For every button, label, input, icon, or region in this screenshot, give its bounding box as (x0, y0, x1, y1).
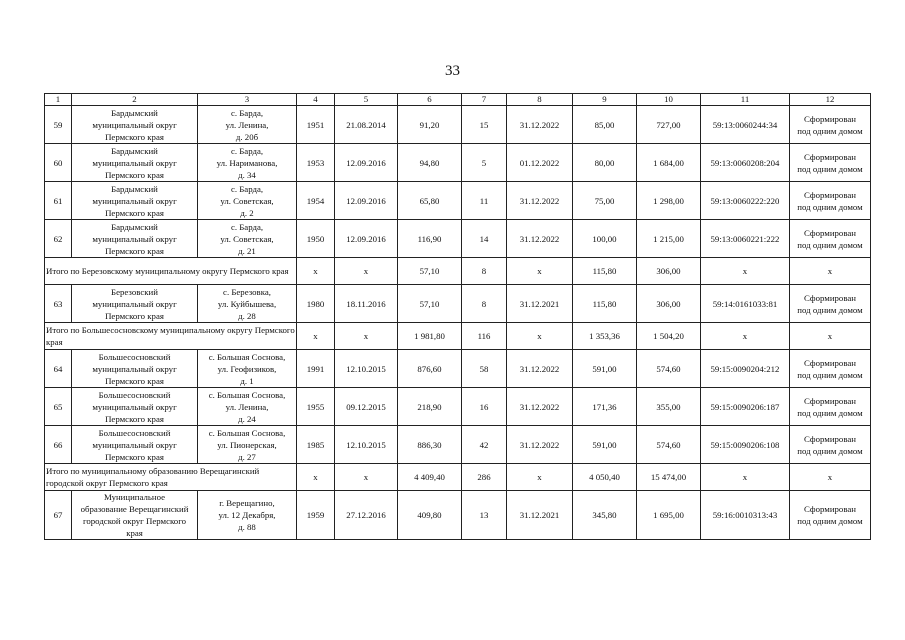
address-cell-line: ул. Нариманова, (216, 157, 278, 168)
subtotal-cell: х (701, 464, 790, 491)
address-cell-line: с. Большая Соснова, (208, 389, 286, 400)
address-cell-line: ул. Советская, (220, 233, 274, 244)
subtotal-cell: 1 504,20 (637, 323, 701, 350)
address-cell-line: ул. Ленина, (225, 401, 269, 412)
municipality-cell (72, 426, 198, 464)
municipality-cell (72, 285, 198, 323)
subtotal-cell: 1 981,80 (398, 323, 462, 350)
date-cell: 09.12.2015 (335, 388, 398, 426)
municipality-cell (72, 220, 198, 258)
municipality-cell-line: Пермского края (105, 310, 164, 321)
cadastral-number-cell: 59:13:0060208:204 (701, 144, 790, 182)
value-cell: 876,60 (398, 350, 462, 388)
subtotal-cell: х (335, 323, 398, 350)
table-row (45, 182, 871, 220)
address-cell-line: с. Барда, (230, 221, 264, 232)
col-header: 7 (462, 94, 507, 106)
value-cell: 218,90 (398, 388, 462, 426)
address-cell-line: д. 24 (238, 413, 256, 424)
table-row (45, 106, 871, 144)
value-cell: 886,30 (398, 426, 462, 464)
value-cell: 116,90 (398, 220, 462, 258)
subtotal-row (45, 258, 871, 285)
count-cell: 13 (462, 491, 507, 540)
address-cell-line: с. Барда, (230, 107, 264, 118)
cadastral-number-cell: 59:15:0090204:212 (701, 350, 790, 388)
municipality-cell-line: образование Верещагинский (80, 504, 189, 514)
year-cell: 1953 (297, 144, 335, 182)
subtotal-cell: 115,80 (573, 258, 637, 285)
value-cell: 94,80 (398, 144, 462, 182)
subtotal-cell: х (507, 464, 573, 491)
deadline-cell: 01.12.2022 (507, 144, 573, 182)
status-cell-line: под одним домом (797, 369, 863, 380)
address-cell-line: г. Верещагино, (219, 498, 275, 508)
municipality-cell-line: Большесосновский (98, 351, 171, 362)
municipality-cell-line: муниципальный округ (92, 298, 177, 309)
municipality-cell-line: Большесосновский (98, 389, 171, 400)
status-cell (790, 220, 871, 258)
subtotal-row (45, 323, 871, 350)
registry-table (44, 93, 871, 540)
col-header: 4 (297, 94, 335, 106)
status-cell-line: под одним домом (797, 163, 863, 174)
col-header: 10 (637, 94, 701, 106)
municipality-cell-line: городской округ Пермского (82, 516, 186, 526)
municipality-cell-line: Бардымский (111, 221, 158, 232)
status-cell (790, 182, 871, 220)
address-cell-line: д. 88 (238, 522, 256, 532)
subtotal-cell: 116 (462, 323, 507, 350)
address-cell-line: д. 1 (240, 375, 254, 386)
cadastral-number-cell: 59:13:0060221:222 (701, 220, 790, 258)
status-cell (790, 144, 871, 182)
subtotal-cell: 306,00 (637, 258, 701, 285)
subtotal-cell: х (297, 323, 335, 350)
municipality-cell-line: Пермского края (105, 131, 164, 142)
address-cell (198, 144, 297, 182)
deadline-cell: 31.12.2022 (507, 220, 573, 258)
municipality-cell-line: Пермского края (105, 169, 164, 180)
value-cell: 85,00 (573, 106, 637, 144)
value-cell: 591,00 (573, 426, 637, 464)
address-cell-line: ул. Геофизиков, (217, 363, 277, 374)
date-cell: 12.09.2016 (335, 220, 398, 258)
deadline-cell: 31.12.2022 (507, 426, 573, 464)
value-cell: 574,60 (637, 350, 701, 388)
date-cell: 12.10.2015 (335, 350, 398, 388)
address-cell (198, 220, 297, 258)
subtotal-cell: 8 (462, 258, 507, 285)
municipality-cell-line: муниципальный округ (92, 233, 177, 244)
status-cell-line: Сформирован (804, 151, 856, 162)
count-cell: 14 (462, 220, 507, 258)
status-cell-line: Сформирован (804, 189, 856, 200)
subtotal-cell: 1 353,36 (573, 323, 637, 350)
cadastral-number-cell: 59:13:0060244:34 (701, 106, 790, 144)
subtotal-cell: х (790, 323, 871, 350)
value-cell: 574,60 (637, 426, 701, 464)
row-number: 64 (45, 350, 72, 388)
deadline-cell: 31.12.2021 (507, 285, 573, 323)
year-cell: 1980 (297, 285, 335, 323)
subtotal-cell: х (335, 258, 398, 285)
municipality-cell-line: Бардымский (111, 145, 158, 156)
value-cell: 1 695,00 (637, 491, 701, 540)
address-cell-line: ул. Куйбышева, (217, 298, 277, 309)
row-number: 61 (45, 182, 72, 220)
date-cell: 21.08.2014 (335, 106, 398, 144)
value-cell: 171,36 (573, 388, 637, 426)
subtotal-cell: х (297, 258, 335, 285)
status-cell-line: Сформирован (804, 357, 856, 368)
year-cell: 1954 (297, 182, 335, 220)
status-cell-line: Сформирован (804, 113, 856, 124)
subtotal-cell: 286 (462, 464, 507, 491)
table-body (45, 94, 871, 540)
municipality-cell (72, 182, 198, 220)
value-cell: 409,80 (398, 491, 462, 540)
date-cell: 12.09.2016 (335, 144, 398, 182)
cadastral-number-cell: 59:13:0060222:220 (701, 182, 790, 220)
address-cell-line: д. 34 (238, 169, 256, 180)
address-cell (198, 182, 297, 220)
count-cell: 58 (462, 350, 507, 388)
cadastral-number-cell: 59:16:0010313:43 (701, 491, 790, 540)
municipality-cell-line: Бардымский (111, 107, 158, 118)
status-cell-line: под одним домом (797, 445, 863, 456)
col-header: 3 (198, 94, 297, 106)
deadline-cell: 31.12.2021 (507, 491, 573, 540)
year-cell: 1991 (297, 350, 335, 388)
year-cell: 1950 (297, 220, 335, 258)
address-cell-line: с. Барда, (230, 183, 264, 194)
status-cell (790, 106, 871, 144)
row-number: 67 (45, 491, 72, 540)
deadline-cell: 31.12.2022 (507, 350, 573, 388)
value-cell: 75,00 (573, 182, 637, 220)
address-cell-line: с. Большая Соснова, (208, 427, 286, 438)
status-cell-line: под одним домом (797, 239, 863, 250)
address-cell-line: д. 2 (240, 207, 254, 218)
subtotal-cell: х (335, 464, 398, 491)
date-cell: 18.11.2016 (335, 285, 398, 323)
address-cell (198, 491, 297, 540)
value-cell: 345,80 (573, 491, 637, 540)
value-cell: 591,00 (573, 350, 637, 388)
status-cell (790, 388, 871, 426)
value-cell: 306,00 (637, 285, 701, 323)
count-cell: 11 (462, 182, 507, 220)
deadline-cell: 31.12.2022 (507, 106, 573, 144)
value-cell: 727,00 (637, 106, 701, 144)
municipality-cell-line: муниципальный округ (92, 157, 177, 168)
municipality-cell (72, 144, 198, 182)
col-header: 2 (72, 94, 198, 106)
status-cell-line: под одним домом (797, 125, 863, 136)
value-cell: 1 684,00 (637, 144, 701, 182)
address-cell-line: ул. Пионерская, (217, 439, 277, 450)
status-cell-line: под одним домом (797, 407, 863, 418)
address-cell (198, 426, 297, 464)
status-cell (790, 350, 871, 388)
subtotal-label: Итого по Березовскому муниципальному округу Пермского края (45, 258, 297, 285)
value-cell: 115,80 (573, 285, 637, 323)
subtotal-cell: 4 050,40 (573, 464, 637, 491)
municipality-cell (72, 350, 198, 388)
status-cell-line: Сформирован (804, 504, 856, 514)
deadline-cell: 31.12.2022 (507, 182, 573, 220)
cadastral-number-cell: 59:15:0090206:187 (701, 388, 790, 426)
col-header: 9 (573, 94, 637, 106)
municipality-cell (72, 388, 198, 426)
count-cell: 16 (462, 388, 507, 426)
col-header: 6 (398, 94, 462, 106)
count-cell: 15 (462, 106, 507, 144)
municipality-cell-line: Пермского края (105, 207, 164, 218)
row-number: 66 (45, 426, 72, 464)
date-cell: 12.10.2015 (335, 426, 398, 464)
address-cell-line: ул. Советская, (220, 195, 274, 206)
subtotal-cell: х (790, 464, 871, 491)
subtotal-cell: х (701, 258, 790, 285)
value-cell: 100,00 (573, 220, 637, 258)
year-cell: 1951 (297, 106, 335, 144)
address-cell-line: с. Большая Соснова, (208, 351, 286, 362)
count-cell: 5 (462, 144, 507, 182)
municipality-cell-line: муниципальный округ (92, 401, 177, 412)
subtotal-cell: х (701, 323, 790, 350)
table-row (45, 285, 871, 323)
address-cell (198, 106, 297, 144)
status-cell (790, 285, 871, 323)
municipality-cell-line: Пермского края (105, 451, 164, 462)
count-cell: 8 (462, 285, 507, 323)
status-cell-line: Сформирован (804, 292, 856, 303)
col-header: 5 (335, 94, 398, 106)
address-cell-line: с. Барда, (230, 145, 264, 156)
table-row (45, 388, 871, 426)
address-cell (198, 388, 297, 426)
address-cell-line: д. 28 (238, 310, 256, 321)
municipality-cell-line: муниципальный округ (92, 439, 177, 450)
table-row (45, 491, 871, 540)
header-row (45, 94, 871, 106)
address-cell-line: ул. Ленина, (225, 119, 269, 130)
status-cell-line: Сформирован (804, 433, 856, 444)
status-cell-line: Сформирован (804, 395, 856, 406)
col-header: 8 (507, 94, 573, 106)
municipality-cell (72, 491, 198, 540)
address-cell-line: д. 21 (238, 245, 256, 256)
deadline-cell: 31.12.2022 (507, 388, 573, 426)
subtotal-cell: 4 409,40 (398, 464, 462, 491)
municipality-cell-line: Бардымский (111, 183, 158, 194)
address-cell (198, 285, 297, 323)
municipality-cell-line: Пермского края (105, 413, 164, 424)
value-cell: 355,00 (637, 388, 701, 426)
value-cell: 80,00 (573, 144, 637, 182)
row-number: 60 (45, 144, 72, 182)
municipality-cell (72, 106, 198, 144)
subtotal-cell: 57,10 (398, 258, 462, 285)
cadastral-number-cell: 59:15:0090206:108 (701, 426, 790, 464)
municipality-cell-line: Пермского края (105, 245, 164, 256)
row-number: 59 (45, 106, 72, 144)
value-cell: 57,10 (398, 285, 462, 323)
year-cell: 1959 (297, 491, 335, 540)
municipality-cell-line: муниципальный округ (92, 119, 177, 130)
value-cell: 91,20 (398, 106, 462, 144)
address-cell (198, 350, 297, 388)
status-cell-line: под одним домом (797, 516, 863, 526)
address-cell-line: д. 27 (238, 451, 256, 462)
subtotal-cell: х (507, 323, 573, 350)
year-cell: 1985 (297, 426, 335, 464)
status-cell-line: Сформирован (804, 227, 856, 238)
table-row (45, 144, 871, 182)
table-row (45, 220, 871, 258)
status-cell-line: под одним домом (797, 304, 863, 315)
address-cell-line: д. 20б (235, 131, 259, 142)
table-row (45, 350, 871, 388)
municipality-cell-line: муниципальный округ (92, 363, 177, 374)
page-number: 33 (445, 63, 460, 79)
subtotal-cell: х (790, 258, 871, 285)
municipality-cell-line: Березовский (111, 286, 158, 297)
col-header: 11 (701, 94, 790, 106)
cadastral-number-cell: 59:14:0161033:81 (701, 285, 790, 323)
subtotal-label: Итого по муниципальному образованию Верещагинский городской округ Пермского края (45, 464, 297, 491)
municipality-cell-line: Большесосновский (98, 427, 171, 438)
row-number: 65 (45, 388, 72, 426)
subtotal-label: Итого по Большесосновскому муниципальному округу Пермского края (45, 323, 297, 350)
subtotal-row (45, 464, 871, 491)
address-cell-line: с. Березовка, (223, 286, 271, 297)
subtotal-cell: х (297, 464, 335, 491)
col-header: 12 (790, 94, 871, 106)
value-cell: 1 215,00 (637, 220, 701, 258)
municipality-cell-line: Муниципальное (103, 492, 166, 502)
status-cell (790, 491, 871, 540)
subtotal-cell: х (507, 258, 573, 285)
subtotal-cell: 15 474,00 (637, 464, 701, 491)
date-cell: 27.12.2016 (335, 491, 398, 540)
municipality-cell-line: края (126, 528, 143, 538)
address-cell-line: ул. 12 Декабря, (218, 510, 276, 520)
year-cell: 1955 (297, 388, 335, 426)
col-header: 1 (45, 94, 72, 106)
municipality-cell-line: муниципальный округ (92, 195, 177, 206)
status-cell (790, 426, 871, 464)
value-cell: 1 298,00 (637, 182, 701, 220)
date-cell: 12.09.2016 (335, 182, 398, 220)
row-number: 62 (45, 220, 72, 258)
municipality-cell-line: Пермского края (105, 375, 164, 386)
value-cell: 65,80 (398, 182, 462, 220)
table-row (45, 426, 871, 464)
count-cell: 42 (462, 426, 507, 464)
status-cell-line: под одним домом (797, 201, 863, 212)
row-number: 63 (45, 285, 72, 323)
